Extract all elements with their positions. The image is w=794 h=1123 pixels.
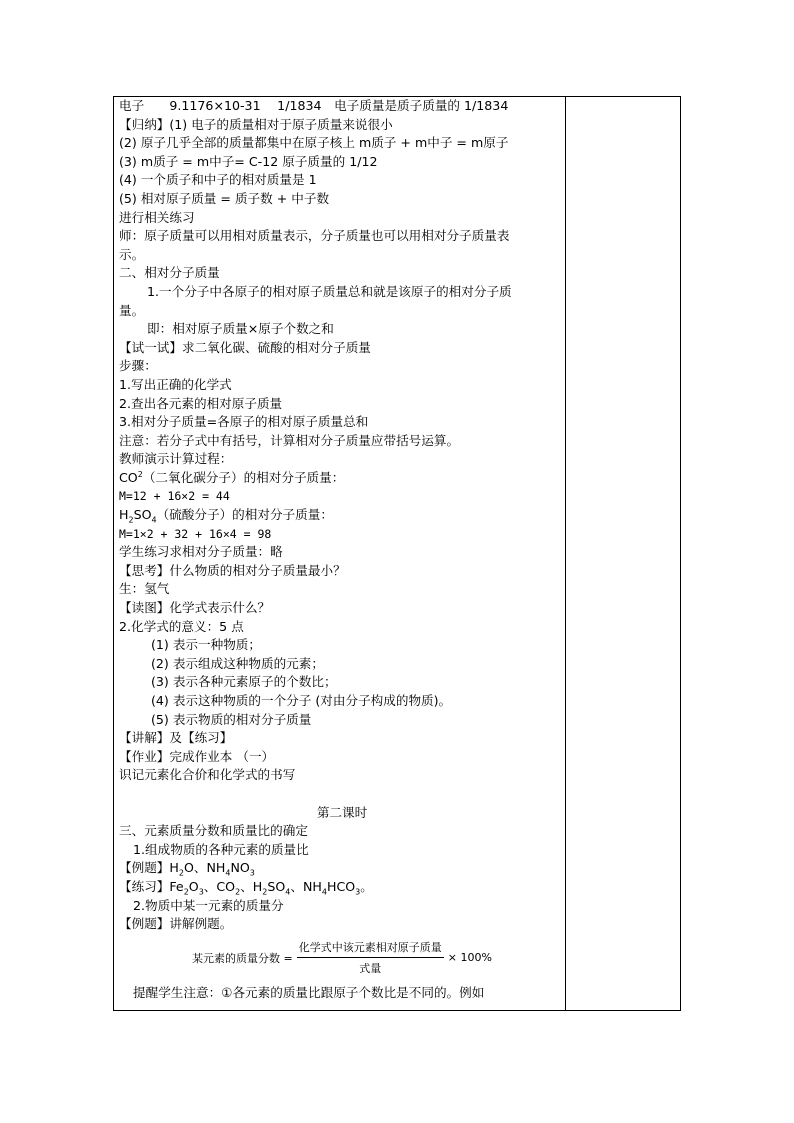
formula-fraction: [297, 939, 444, 976]
text-line: 注意：若分子式中有括号，计算相对分子质量应带括号运算。: [119, 432, 460, 448]
text-line: (5) 相对原子质量 = 质子数 + 中子数: [119, 190, 330, 206]
text-line: 步骤：: [119, 358, 157, 374]
definition-line: 即：相对原子质量×原子个数之和: [147, 321, 334, 337]
text-line: 【例题】讲解例题。: [119, 916, 233, 932]
text-line: 【读图】化学式表示什么？: [119, 600, 271, 616]
text-line: 【讲解】及【练习】: [119, 730, 233, 746]
reminder-line: 提醒学生注意：①各元素的质量比跟原子个数比是不同的。例如: [133, 984, 485, 1000]
definition-line: 1.一个分子中各原子的相对原子质量总和就是该原子的相对分子质: [147, 283, 512, 299]
text-line: 学生练习求相对分子质量：略: [119, 544, 283, 560]
text-line: 2.查出各元素的相对原子质量: [119, 395, 283, 411]
text-line: 师：原子质量可以用相对质量表示，分子质量也可以用相对分子质量表: [119, 228, 510, 244]
main-column: [119, 97, 565, 1002]
definition-line: 量。: [119, 302, 145, 318]
text-line: 3.相对分子质量=各原子的相对原子质量总和: [119, 414, 369, 430]
formula-lhs: 某元素的质量分数 =: [192, 951, 293, 965]
text-line: 1.写出正确的化学式: [119, 376, 232, 392]
text-line: 生：氢气: [119, 581, 170, 597]
text-line: 【归纳】(1) 电子的质量相对于原子质量来说很小: [119, 116, 393, 132]
text-line: (2) 原子几乎全部的质量都集中在原子核上 m质子 + m中子 = m原子: [119, 135, 509, 151]
section-title: 二、相对分子质量: [119, 265, 220, 281]
meaning-item: (1) 表示一种物质；: [151, 637, 261, 653]
section-title: 三、元素质量分数和质量比的确定: [119, 823, 308, 839]
meaning-item: (5) 表示物质的相对分子质量: [151, 711, 312, 727]
example-line: 【例题】$H_2O$、$NH_4NO_3$: [119, 860, 255, 878]
text-line: 识记元素化合价和化学式的书写: [119, 767, 296, 783]
text-line: 【试一试】求二氧化碳、硫酸的相对分子质量: [119, 339, 371, 355]
practice-line: 【练习】$Fe_2O_3$、$CO_2$、$H_2SO_4$、$NH_4HCO_3$。: [119, 878, 373, 897]
text-line: 教师演示计算过程：: [119, 451, 233, 467]
text-line: 示。: [119, 246, 145, 262]
column-divider: [565, 97, 566, 1010]
formula-denominator: 式量: [359, 962, 382, 976]
text-line: 2.化学式的意义：5 点: [119, 618, 244, 634]
formula-rhs: × 100%: [447, 951, 492, 965]
co2-calculation: M=12 + 16×2 = 44: [119, 489, 230, 504]
formula-numerator: 化学式中该元素相对原子质量: [297, 939, 444, 958]
text-line: 1.组成物质的各种元素的质量比: [133, 841, 309, 857]
h2so4-heading: $H_2SO_4$（硫酸分子）的相对分子质量：: [119, 507, 333, 525]
lesson2-title: 第二课时: [316, 804, 368, 820]
meaning-item: (4) 表示这种物质的一个分子 (对由分子构成的物质)。: [151, 693, 452, 708]
text-line: 电子 9.1176×10-31 1/1834 电子质量是质子质量的 1/1834: [119, 98, 509, 113]
text-line: 2.物质中某一元素的质量分: [133, 897, 284, 913]
text-line: (3) m质子 = m中子= C-12 原子质量的 1/12: [119, 153, 378, 169]
meaning-item: (2) 表示组成这种物质的元素；: [151, 655, 324, 671]
meaning-item: (3) 表示各种元素原子的个数比；: [151, 674, 337, 690]
text-line: 【作业】完成作业本 （一）: [119, 748, 275, 764]
text-line: 进行相关练习: [119, 209, 195, 225]
h2so4-calculation: M=1×2 + 32 + 16×4 = 98: [119, 526, 272, 541]
co2-heading: $CO^2$（二氧化碳分子）的相对分子质量：: [119, 469, 345, 485]
text-line: (4) 一个质子和中子的相对质量是 1: [119, 172, 317, 188]
text-line: 【思考】什么物质的相对分子质量最小？: [119, 562, 346, 578]
mass-fraction-formula: [119, 940, 565, 976]
